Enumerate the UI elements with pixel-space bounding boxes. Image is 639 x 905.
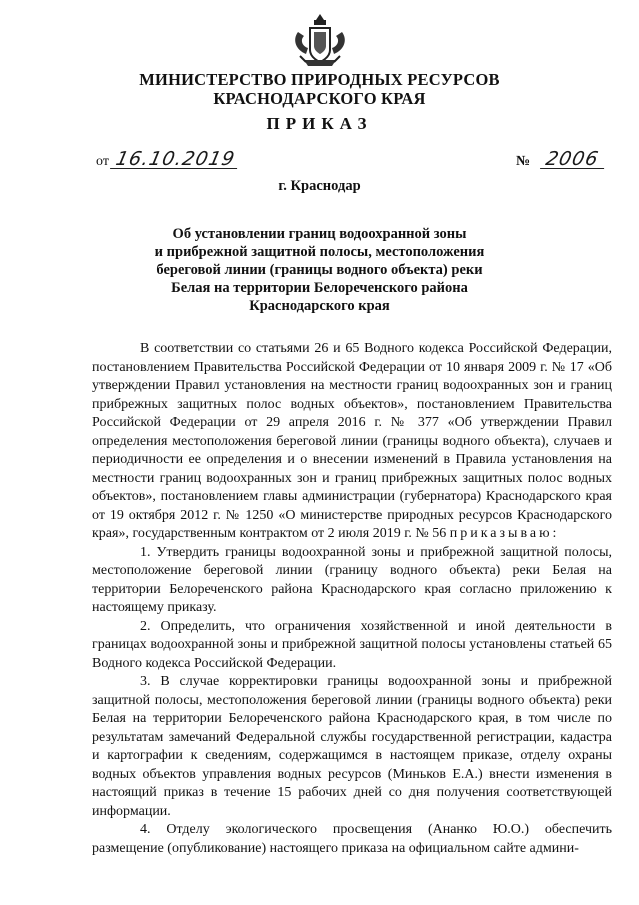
number-row [516, 150, 606, 170]
ministry-name-line2: КРАСНОДАРСКОГО КРАЯ [213, 89, 426, 108]
preamble-text: В соответствии со статьями 26 и 65 Водного кодекса Российской Федерации, постановлением Правительства Российской Федерации от 10 января 2009 г. № 17 «Об утверждении Правил установления на местности границ водоохранных зон и границ прибрежных защитных полос водных объектов», постановлением Правительства Российской Федерации от 29 апреля 2016 г. № 377 «Об утверждении Правил определения местоположения береговой линии (границы водного объекта), случаев и периодичности ее определения и о внесении изменений в Правила установления на местности границ водоохранных зон и границ прибрежных защитных полос водных объектов», постановлением главы администрации (губернатора) Краснодарского края от 19 октября 2012 г. № 1250 «О министерстве природных ресурсов Краснодарского края», государственным контрактом от 2 июля 2019 г. № 56 [92, 341, 612, 541]
city-name: г. Краснодар [278, 178, 361, 194]
document-body [92, 340, 612, 858]
coat-of-arms-emblem [288, 10, 352, 74]
date-row [96, 150, 239, 170]
title-line: Краснодарского края [249, 298, 390, 314]
item-paragraph-2: 2. Определить, что ограничения хозяйственной и иной деятельности в границах водоохранной зоны и прибрежной защитной полосы установлены статьей 65 Водного кодекса Российской Федерации. [92, 618, 612, 671]
item-paragraph-1: 1. Утвердить границы водоохранной зоны и прибрежной защитной полосы, местоположение береговой линии (границу водного объекта) реки Белая на территории Белореченского района Краснодарского края согласно приложению к настоящему приказу. [92, 544, 612, 615]
date-prefix: от [96, 154, 109, 169]
ministry-name-line1: МИНИСТЕРСТВО ПРИРОДНЫХ РЕСУРСОВ [139, 70, 500, 89]
preamble-paragraph [92, 340, 612, 544]
item-paragraph-4: 4. Отделу экологического просвещения (Ананко Ю.О.) обеспечить размещение (опубликование) настоящего приказа на официальном сайте админи- [92, 822, 612, 856]
title-line: и прибрежной защитной полосы, местоположения [154, 244, 485, 260]
document-title [0, 225, 639, 315]
number-prefix: № [516, 154, 531, 169]
handwritten-number: 2006 [540, 150, 608, 169]
document-type: ПРИКАЗ [266, 114, 373, 133]
title-line: береговой линии (границы водного объекта) реки [156, 262, 483, 278]
title-line: Об установлении границ водоохранной зоны [172, 226, 467, 242]
order-word: приказываю: [449, 526, 560, 541]
title-line: Белая на территории Белореченского района [171, 280, 468, 296]
handwritten-date: 16.10.2019 [110, 150, 241, 169]
item-paragraph-3: 3. В случае корректировки границы водоохранной зоны и прибрежной защитной полосы, местоположения береговой линии (границы водного объекта) реки Белая на территории Белореченского района Краснодарского края, в том числе по результатам замечаний Федеральной службы государственной регистрации, кадастра и картографии к сведениям, содержащимся в настоящем приказе, отделу охраны водных объектов управления водных ресурсов (Миньков Е.А.) внести изменения в настоящий приказ в течение 15 рабочих дней со дня получения соответствующей информации. [92, 674, 612, 819]
